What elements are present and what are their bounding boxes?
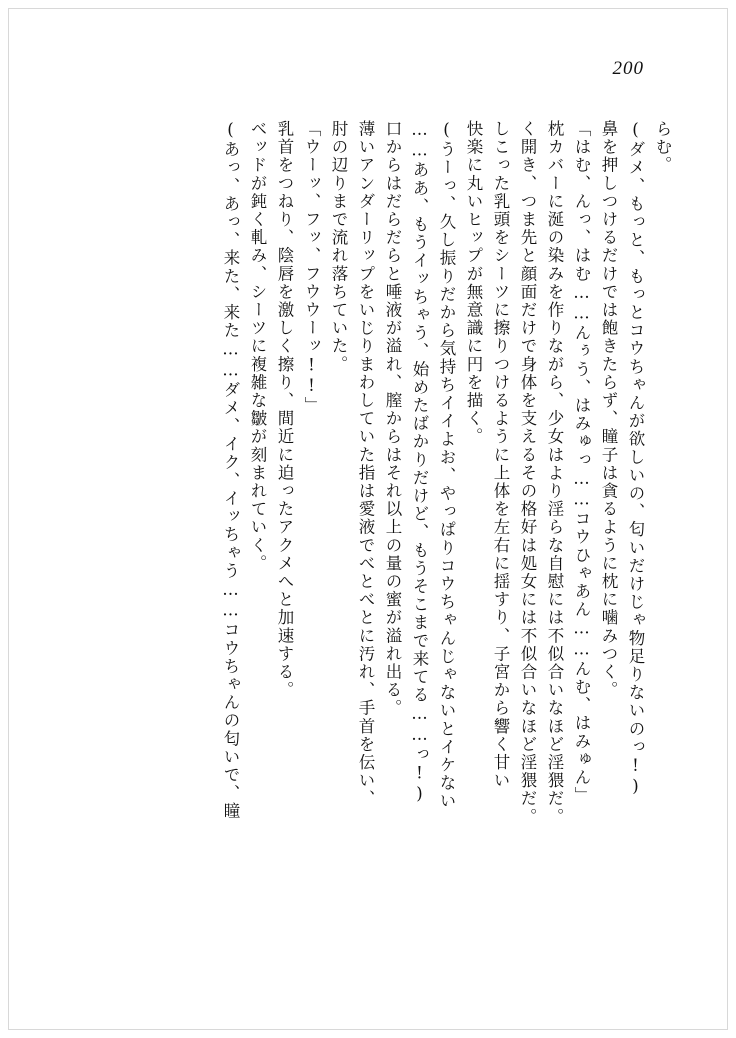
text-column: らむ。: [653, 120, 672, 175]
text-column: (あっ、あっ、来た、来た……ダメ、イク、イッちゃう……コウちゃんの匂いで、瞳: [221, 120, 240, 821]
text-column: 乳首をつねり、陰唇を激しく擦り、間近に迫ったアクメへと加速する。: [275, 120, 294, 700]
vertical-text-block: [66, 120, 670, 950]
text-column: 「ウーッ、フッ、フウウーッ!!」: [302, 120, 321, 415]
text-column: く開き、つま先と顔面だけで身体を支えるその格好は処女には不似合いなほど淫猥だ。: [518, 120, 537, 826]
text-column: 快楽に丸いヒップが無意識に円を描く。: [464, 120, 483, 446]
text-column: 口からはだらだらと唾液が溢れ、膣からはそれ以上の量の蜜が溢れ出る。: [383, 120, 402, 718]
text-column: 肘の辺りまで流れ落ちていた。: [329, 120, 348, 374]
text-column: 薄いアンダーリップをいじりまわしていた指は愛液でべとべとに汚れ、手首を伝い、: [356, 120, 375, 808]
text-column: 「はむ、んっ、はむ……んぅう、はみゅっ……コウひゃあん……んむ、はみゅん」: [572, 120, 591, 805]
text-column: ……ああ、もうイッちゃう、始めたばかりだけど、もうそこまで来てる……っ!): [410, 120, 429, 805]
text-column: (ダメ、もっと、もっとコウちゃんが欲しいの、匂いだけじゃ物足りないのっ!): [626, 120, 645, 798]
text-column: 枕カバーに涎の染みを作りながら、少女はより淫らな自慰には不似合いなほど淫猥だ。: [545, 120, 564, 826]
text-column: ベッドが鈍く軋み、シーツに複雑な皺が刻まれていく。: [248, 120, 267, 573]
text-column: (うーっ、久し振りだから気持ちイイよお、やっぱりコウちゃんじゃないとイケない: [437, 120, 456, 811]
page-number: 200: [612, 58, 644, 79]
text-column: しこった乳頭をシーツに擦りつけるように上体を左右に揺すり、子宮から響く甘い: [491, 120, 510, 790]
text-column: 鼻を押しつけるだけでは飽きたらず、瞳子は貪るように枕に噛みつく。: [599, 120, 618, 700]
